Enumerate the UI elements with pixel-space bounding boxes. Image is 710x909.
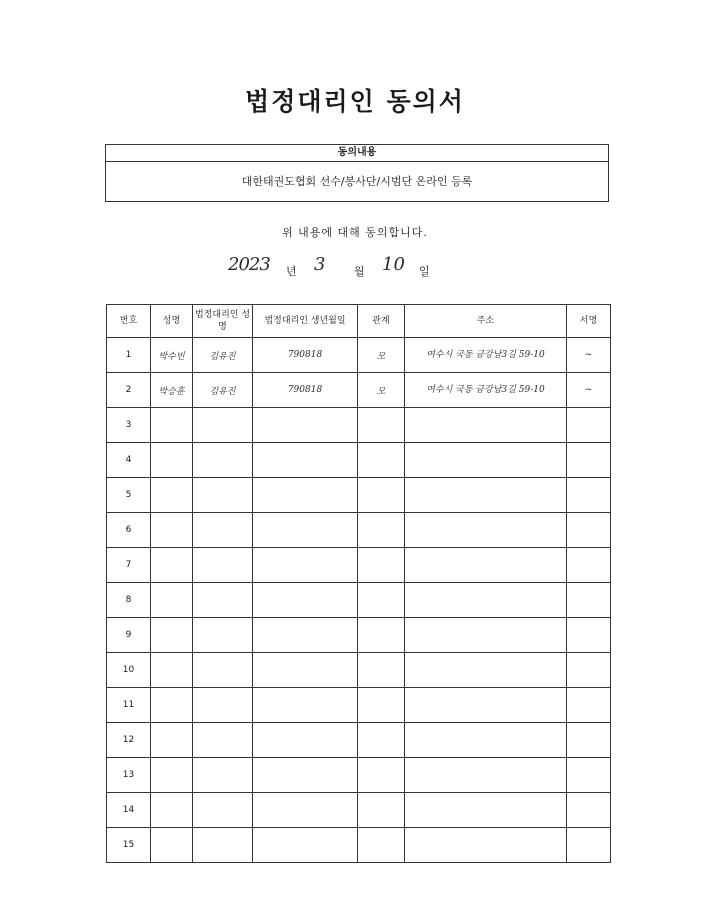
cell-guardian-name	[193, 723, 253, 758]
cell-guardian-birth: 790818	[253, 338, 358, 373]
cell-relation	[358, 583, 405, 618]
cell-guardian-name	[193, 583, 253, 618]
cell-signature	[567, 828, 611, 863]
cell-name	[151, 618, 193, 653]
cell-guardian-name: 김유진	[193, 373, 253, 408]
header-relation: 관계	[358, 305, 405, 338]
cell-address: 여수시 국동 금강남3길 59-10	[405, 338, 567, 373]
cell-name	[151, 513, 193, 548]
cell-name	[151, 758, 193, 793]
cell-guardian-name	[193, 653, 253, 688]
cell-guardian-birth	[253, 548, 358, 583]
cell-address	[405, 583, 567, 618]
cell-signature	[567, 513, 611, 548]
cell-number: 8	[107, 583, 151, 618]
cell-signature: ~	[567, 373, 611, 408]
cell-name	[151, 688, 193, 723]
cell-address	[405, 513, 567, 548]
cell-number: 11	[107, 688, 151, 723]
cell-relation	[358, 758, 405, 793]
cell-signature	[567, 618, 611, 653]
cell-number: 13	[107, 758, 151, 793]
cell-relation	[358, 653, 405, 688]
cell-relation	[358, 618, 405, 653]
cell-address	[405, 688, 567, 723]
consent-box	[105, 144, 609, 202]
table-row	[107, 513, 611, 548]
cell-relation: 모	[358, 338, 405, 373]
date-row	[228, 254, 528, 284]
cell-guardian-name	[193, 828, 253, 863]
cell-guardian-name	[193, 513, 253, 548]
header-guardian-name: 법정대리인 성명	[193, 305, 253, 338]
cell-guardian-name	[193, 758, 253, 793]
cell-address	[405, 618, 567, 653]
cell-name: 박수빈	[151, 338, 193, 373]
cell-number: 9	[107, 618, 151, 653]
cell-signature	[567, 688, 611, 723]
cell-guardian-name	[193, 618, 253, 653]
header-guardian-birth: 법정대리인 생년월일	[253, 305, 358, 338]
table-header-row	[107, 305, 611, 338]
cell-guardian-birth	[253, 653, 358, 688]
cell-relation: 모	[358, 373, 405, 408]
table-row	[107, 688, 611, 723]
cell-relation	[358, 793, 405, 828]
table-row	[107, 338, 611, 373]
cell-name	[151, 443, 193, 478]
cell-address: 여수시 국동 금강남3길 59-10	[405, 373, 567, 408]
table-row	[107, 478, 611, 513]
cell-number: 4	[107, 443, 151, 478]
cell-signature	[567, 443, 611, 478]
cell-name	[151, 583, 193, 618]
cell-guardian-name	[193, 548, 253, 583]
cell-guardian-name	[193, 688, 253, 723]
header-address: 주소	[405, 305, 567, 338]
cell-number: 12	[107, 723, 151, 758]
cell-signature	[567, 583, 611, 618]
cell-guardian-name	[193, 478, 253, 513]
guardian-table	[106, 304, 611, 863]
cell-address	[405, 408, 567, 443]
consent-header: 동의내용	[106, 145, 608, 162]
cell-guardian-birth	[253, 758, 358, 793]
cell-guardian-name	[193, 793, 253, 828]
table-row	[107, 828, 611, 863]
cell-name	[151, 828, 193, 863]
cell-number: 10	[107, 653, 151, 688]
agree-statement: 위 내용에 대해 동의합니다.	[282, 226, 428, 239]
cell-guardian-birth	[253, 408, 358, 443]
cell-guardian-name	[193, 408, 253, 443]
consent-body: 대한태권도협회 선수/봉사단/시범단 온라인 등록	[241, 175, 473, 188]
cell-address	[405, 548, 567, 583]
document-title: 법정대리인 동의서	[245, 87, 465, 116]
cell-number: 3	[107, 408, 151, 443]
cell-number: 15	[107, 828, 151, 863]
cell-address	[405, 478, 567, 513]
cell-guardian-name: 김유진	[193, 338, 253, 373]
cell-name	[151, 408, 193, 443]
cell-number: 5	[107, 478, 151, 513]
table-row	[107, 723, 611, 758]
cell-guardian-birth	[253, 688, 358, 723]
table-row	[107, 443, 611, 478]
cell-address	[405, 653, 567, 688]
cell-signature	[567, 653, 611, 688]
cell-name	[151, 653, 193, 688]
cell-relation	[358, 828, 405, 863]
table-row	[107, 583, 611, 618]
cell-address	[405, 828, 567, 863]
cell-number: 14	[107, 793, 151, 828]
cell-guardian-birth	[253, 793, 358, 828]
cell-signature	[567, 793, 611, 828]
header-number: 번호	[107, 305, 151, 338]
cell-signature	[567, 408, 611, 443]
cell-signature	[567, 723, 611, 758]
cell-relation	[358, 408, 405, 443]
cell-number: 1	[107, 338, 151, 373]
cell-signature: ~	[567, 338, 611, 373]
date-day-unit: 일	[419, 265, 430, 278]
cell-relation	[358, 548, 405, 583]
table-row	[107, 618, 611, 653]
date-day: 10	[382, 254, 405, 275]
cell-guardian-birth	[253, 443, 358, 478]
cell-guardian-birth	[253, 478, 358, 513]
table-row	[107, 758, 611, 793]
date-year-unit: 년	[286, 265, 297, 278]
cell-address	[405, 793, 567, 828]
cell-signature	[567, 478, 611, 513]
cell-name	[151, 548, 193, 583]
cell-guardian-birth	[253, 723, 358, 758]
header-name: 성명	[151, 305, 193, 338]
header-signature: 서명	[567, 305, 611, 338]
table-row	[107, 653, 611, 688]
table-row	[107, 408, 611, 443]
cell-relation	[358, 688, 405, 723]
date-month-unit: 월	[354, 265, 365, 278]
cell-relation	[358, 513, 405, 548]
cell-address	[405, 723, 567, 758]
date-month: 3	[314, 254, 326, 275]
cell-guardian-birth	[253, 583, 358, 618]
cell-relation	[358, 478, 405, 513]
cell-name	[151, 478, 193, 513]
cell-guardian-name	[193, 443, 253, 478]
cell-guardian-birth	[253, 828, 358, 863]
date-year: 2023	[228, 254, 270, 275]
table-row	[107, 793, 611, 828]
cell-guardian-birth	[253, 513, 358, 548]
cell-signature	[567, 548, 611, 583]
cell-relation	[358, 443, 405, 478]
cell-relation	[358, 723, 405, 758]
cell-guardian-birth: 790818	[253, 373, 358, 408]
cell-name	[151, 793, 193, 828]
table-row	[107, 373, 611, 408]
cell-address	[405, 758, 567, 793]
cell-name: 박승훈	[151, 373, 193, 408]
cell-signature	[567, 758, 611, 793]
cell-address	[405, 443, 567, 478]
cell-number: 7	[107, 548, 151, 583]
cell-number: 2	[107, 373, 151, 408]
cell-number: 6	[107, 513, 151, 548]
cell-name	[151, 723, 193, 758]
cell-guardian-birth	[253, 618, 358, 653]
table-row	[107, 548, 611, 583]
